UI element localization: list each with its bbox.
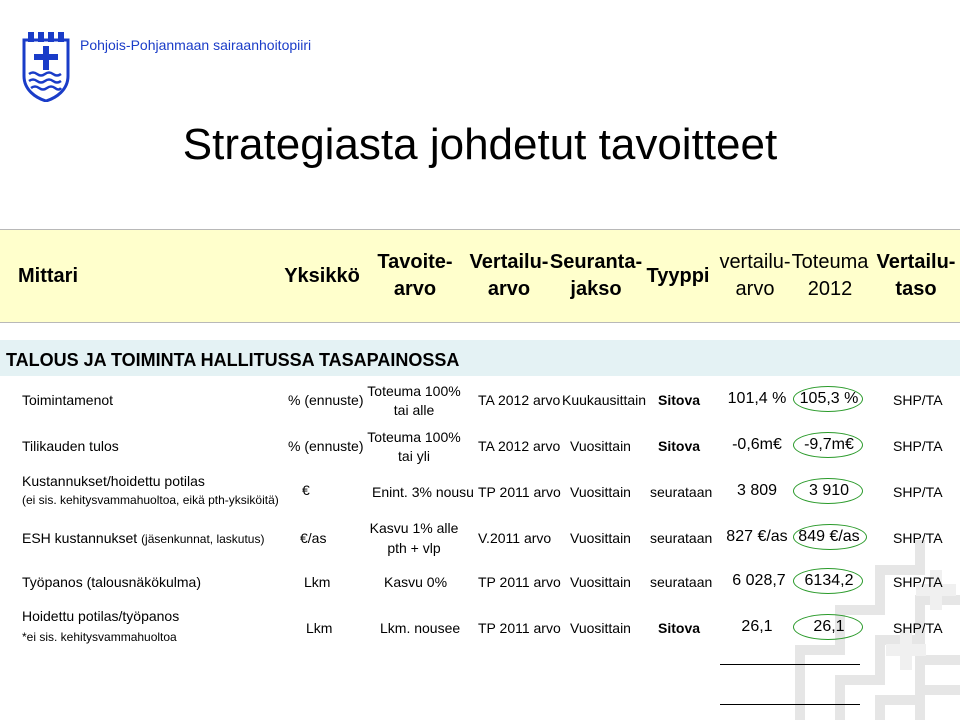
col-seurantajakso: Seuranta- jakso (549, 251, 643, 300)
row1-vertailuarvo: TA 2012 arvo (478, 392, 561, 408)
divider-line (720, 664, 860, 665)
row4-taso: SHP/TA (893, 530, 943, 546)
row4-tavoite: Kasvu 1% alle pth + vlp (369, 520, 459, 557)
col-vertailutaso: Vertailu- taso (876, 251, 956, 300)
row1-mittari: Toimintamenot (22, 392, 114, 408)
row3-vertailuarvo: TP 2011 arvo (478, 484, 561, 500)
highlight-ring (793, 524, 867, 550)
row6-mittari: Hoidettu potilas/työpanos (22, 608, 180, 624)
col-vertailuarvo: Vertailu- arvo (469, 251, 549, 300)
row3-mittari: Kustannukset/hoidettu potilas (22, 473, 205, 489)
row1-yksikko: % (ennuste) (288, 392, 364, 408)
col-tavoite: Tavoite- arvo (377, 251, 453, 300)
row3-vertailu: 3 809 (736, 482, 778, 499)
col-toteuma: Toteuma 2012 (791, 251, 869, 300)
col-mittari: Mittari (18, 264, 78, 287)
row6-taso: SHP/TA (893, 620, 943, 636)
row2-toteuma: -9,7m€ (804, 436, 854, 453)
row4-mittari-note: (jäsenkunnat, laskutus) (141, 532, 265, 546)
row5-toteuma: 6134,2 (804, 572, 854, 589)
row2-jakso: Vuosittain (570, 438, 631, 454)
row1-tyyppi: Sitova (658, 392, 701, 408)
row2-tyyppi: Sitova (658, 438, 701, 454)
row4-yksikko: €/as (300, 530, 327, 546)
row1-jakso: Kuukausittain (562, 392, 647, 408)
row2-mittari: Tilikauden tulos (22, 438, 119, 454)
hospital-district-logo (20, 30, 72, 102)
row6-tyyppi: Sitova (658, 620, 701, 636)
row3-mittari-note: (ei sis. kehitysvammahuoltoa, eikä pth-yksiköitä) (22, 493, 279, 507)
row1-tavoite: Toteuma 100% tai alle (367, 383, 461, 418)
row3-tavoite: Enint. 3% nousu (372, 484, 474, 500)
row6-tavoite: Lkm. nousee (380, 620, 461, 636)
col-yksikko: Yksikkö (284, 264, 360, 287)
row5-vertailu: 6 028,7 (732, 572, 786, 589)
row3-tyyppi: seurataan (650, 484, 713, 500)
row4-mittari (22, 530, 264, 546)
row5-tavoite: Kasvu 0% (384, 574, 448, 590)
row6-toteuma: 26,1 (813, 618, 845, 635)
col-vertailuarvo-2: vertailu- arvo (719, 251, 791, 300)
row5-jakso: Vuosittain (570, 574, 631, 590)
row4-jakso: Vuosittain (570, 530, 631, 546)
row5-taso: SHP/TA (893, 574, 943, 590)
highlight-ring (793, 386, 863, 412)
row6-yksikko: Lkm (306, 620, 333, 636)
row1-toteuma: 105,3 % (799, 390, 859, 407)
row1-vertailu: 101,4 % (727, 390, 787, 407)
section-header (0, 340, 960, 376)
page-title: Strategiasta johdetut tavoitteet (182, 120, 778, 169)
row5-mittari: Työpanos (talousnäkökulma) (22, 574, 201, 590)
row3-yksikko: € (302, 482, 310, 498)
row4-tyyppi: seurataan (650, 530, 713, 546)
row2-yksikko: % (ennuste) (288, 438, 364, 454)
highlight-ring (793, 478, 863, 504)
row4-vertailu: 827 €/as (726, 528, 788, 545)
highlight-ring (793, 432, 863, 458)
row2-vertailu: -0,6m€ (732, 436, 782, 453)
row4-toteuma: 849 €/as (798, 528, 860, 545)
organization-name: Pohjois-Pohjanmaan sairaanhoitopiiri (80, 37, 312, 53)
highlight-ring (793, 614, 863, 640)
row2-taso: SHP/TA (893, 438, 943, 454)
row4-mittari-main: ESH kustannukset (22, 530, 138, 546)
row2-vertailuarvo: TA 2012 arvo (478, 438, 561, 454)
row5-yksikko: Lkm (304, 574, 331, 590)
row4-vertailuarvo: V.2011 arvo (478, 530, 552, 546)
row6-vertailu: 26,1 (741, 618, 773, 635)
row6-vertailuarvo: TP 2011 arvo (478, 620, 561, 636)
row3-taso: SHP/TA (893, 484, 943, 500)
row5-vertailuarvo: TP 2011 arvo (478, 574, 561, 590)
row3-jakso: Vuosittain (570, 484, 631, 500)
row2-tavoite: Toteuma 100% tai yli (367, 429, 461, 464)
divider-line (720, 704, 860, 705)
highlight-ring (793, 568, 863, 594)
row6-mittari-note: *ei sis. kehitysvammahuoltoa (22, 630, 177, 644)
table-header (0, 229, 960, 323)
row3-toteuma: 3 910 (808, 482, 850, 499)
row1-taso: SHP/TA (893, 392, 943, 408)
row5-tyyppi: seurataan (650, 574, 713, 590)
section-title: TALOUS JA TOIMINTA HALLITUSSA TASAPAINOSSA (6, 350, 460, 370)
col-tyyppi: Tyyppi (646, 264, 710, 287)
row6-jakso: Vuosittain (570, 620, 631, 636)
